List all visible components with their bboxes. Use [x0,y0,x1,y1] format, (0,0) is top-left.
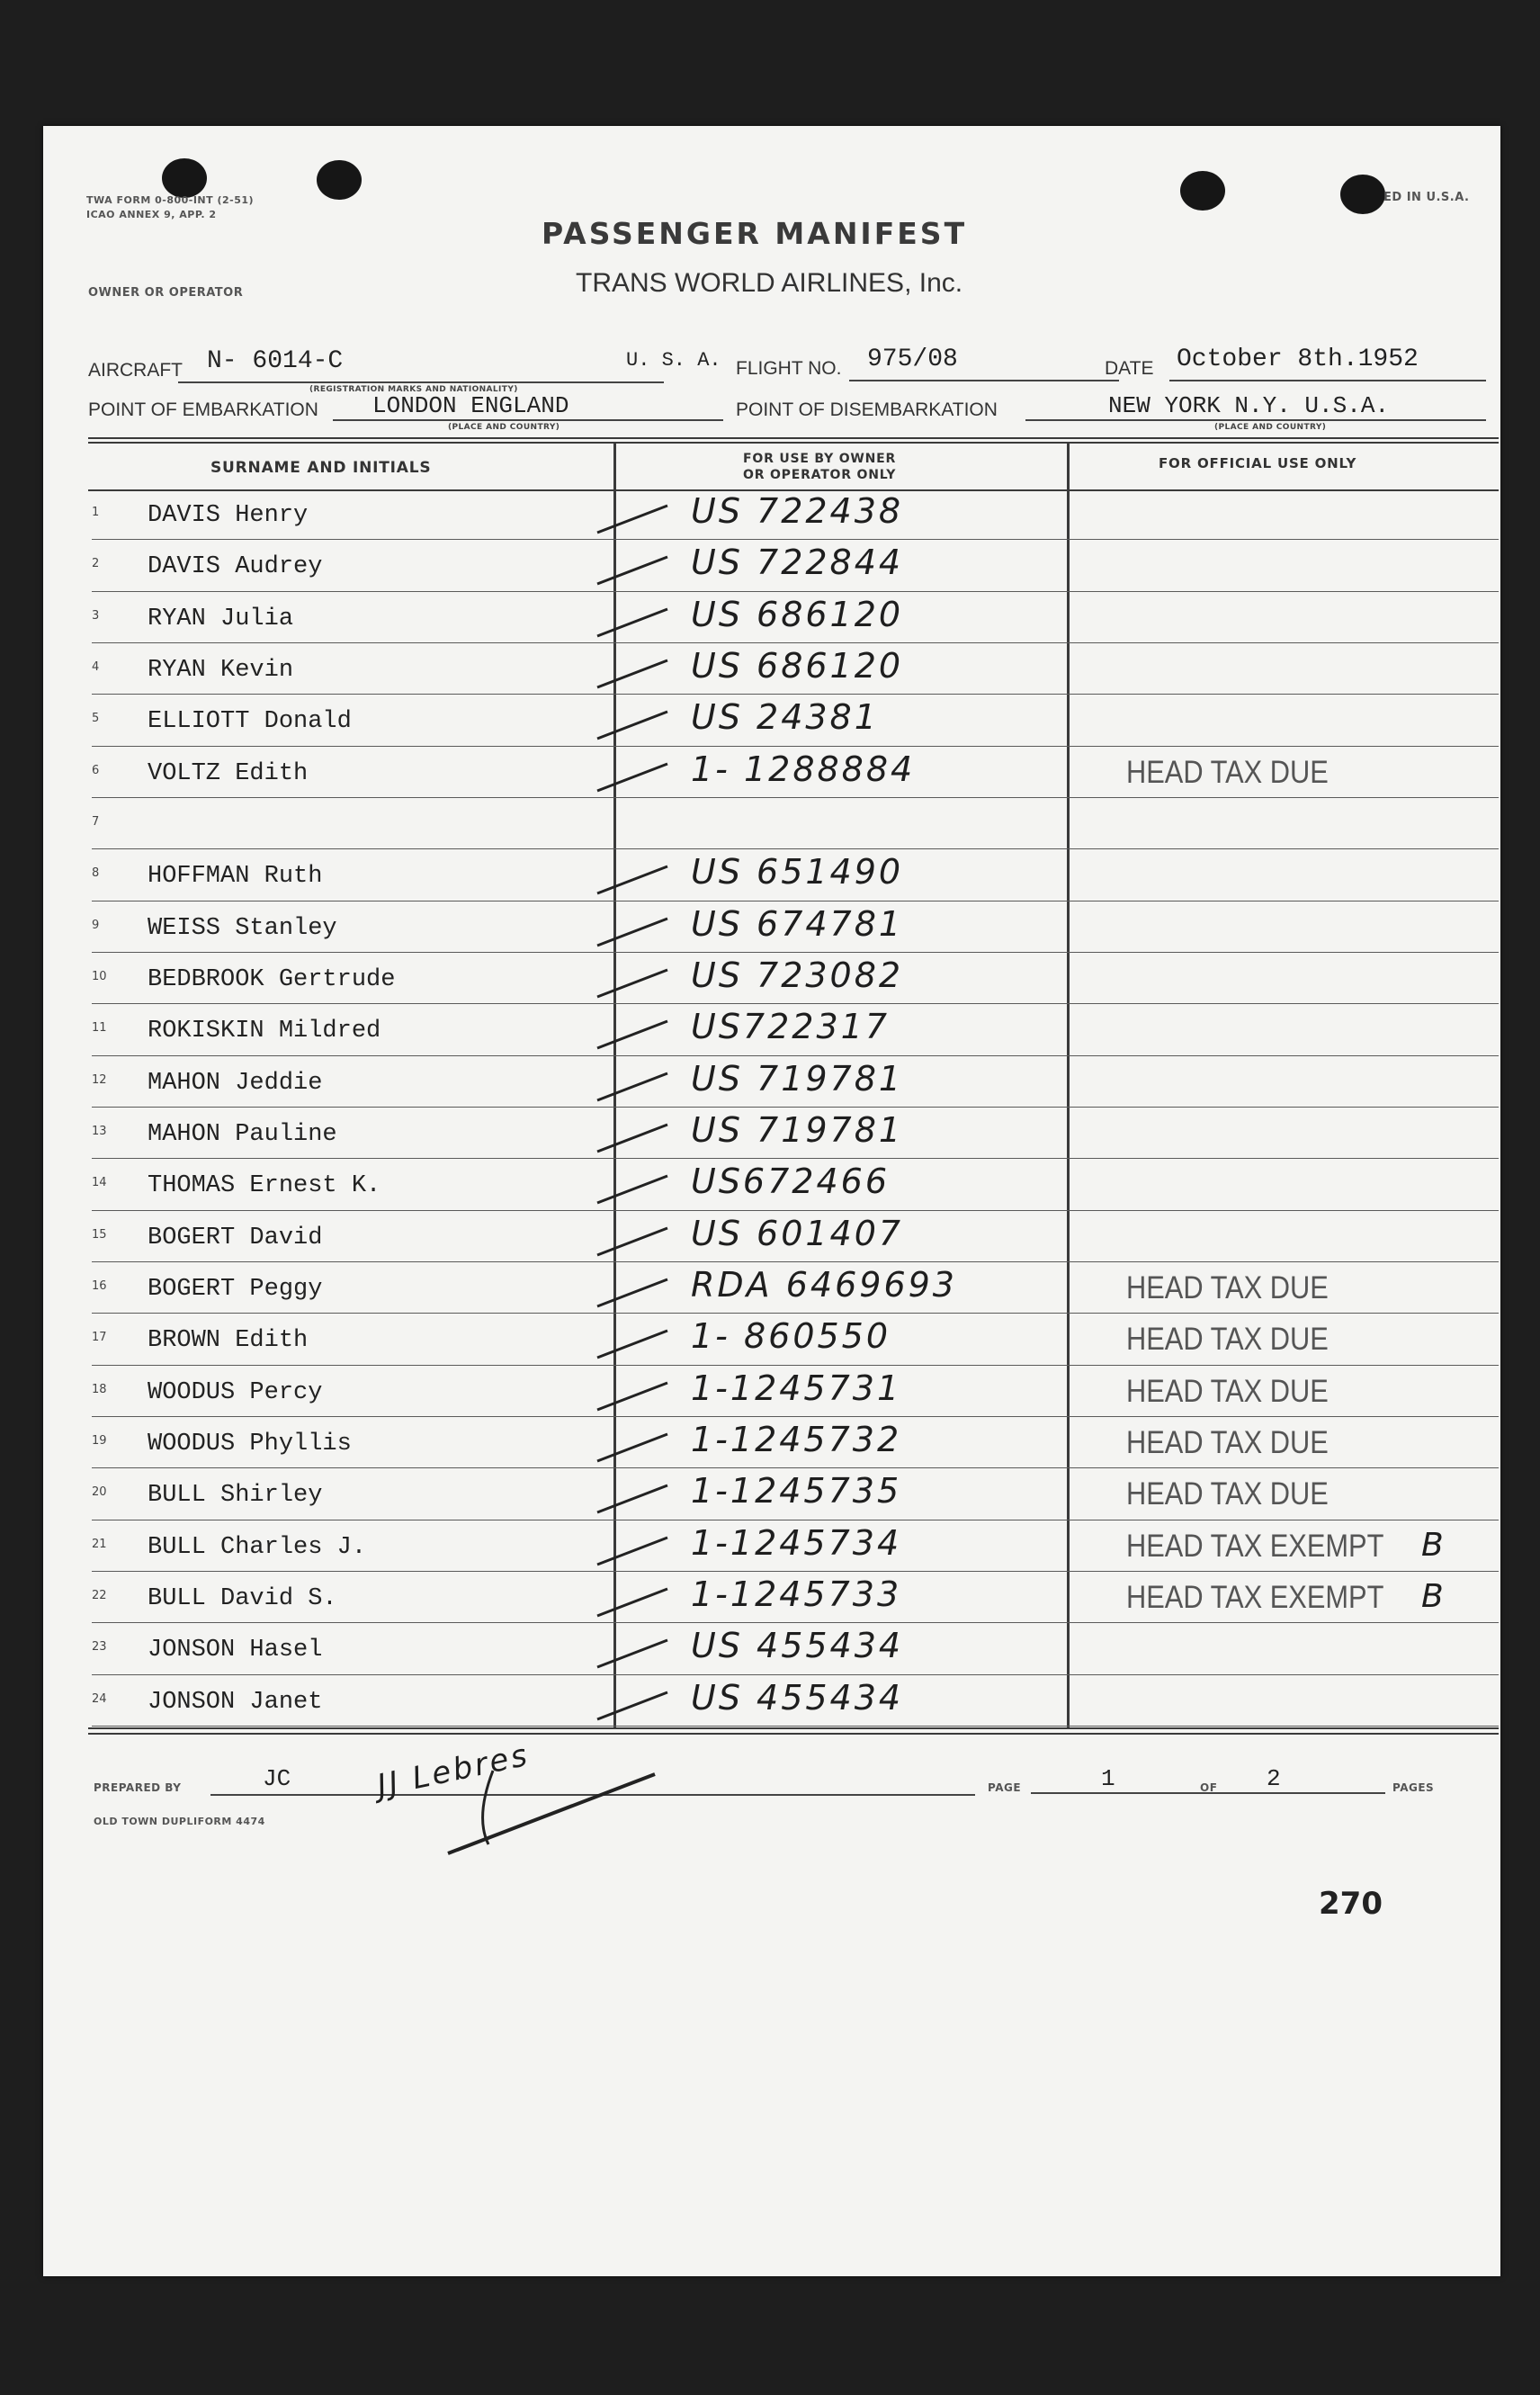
row-number: 16 [92,1278,107,1293]
passenger-row [43,1108,1500,1160]
airline-name: TRANS WORLD AIRLINES, Inc. [576,268,963,298]
check-mark-icon [592,961,673,1006]
passenger-row [43,1367,1500,1418]
official-stamp: HEAD TAX DUE [1126,1424,1329,1460]
passenger-row [43,1057,1500,1108]
passenger-row [43,1573,1500,1624]
row-number: 5 [92,712,100,726]
flight-number: 975/08 [867,345,958,373]
passenger-name: JONSON Janet [148,1688,323,1716]
passenger-name: MAHON Pauline [148,1120,337,1148]
prepared-by: JC [263,1765,291,1792]
row-number: 14 [92,1176,107,1190]
passenger-name: BULL Charles J. [148,1533,367,1561]
form-code: TWA FORM 0-800-INT (2-51) [86,194,255,206]
passenger-row [43,1624,1500,1675]
official-stamp: HEAD TAX DUE [1126,1269,1329,1305]
passenger-name: MAHON Jeddie [148,1069,323,1097]
exempt-mark: B [1421,1577,1446,1615]
passenger-name: RYAN Julia [148,605,294,632]
embarkation-value: LONDON ENGLAND [372,392,569,419]
aircraft-label: AIRCRAFT [88,360,183,381]
passenger-row [43,1263,1500,1314]
punch-hole [1340,175,1385,214]
passport-number: US 455434 [691,1677,904,1718]
passenger-row [43,1314,1500,1366]
passport-number: US722317 [691,1007,890,1047]
check-mark-icon [592,910,673,955]
passenger-name: ROKISKIN Mildred [148,1018,381,1045]
passenger-row [43,748,1500,799]
page-number: 1 [1101,1765,1115,1792]
check-mark-icon [592,1476,673,1521]
sheet-number: 270 [1319,1886,1383,1922]
row-number: 24 [92,1691,107,1706]
passport-number: US 455434 [691,1626,904,1666]
row-number: 19 [92,1433,107,1448]
passenger-row [43,954,1500,1005]
page-label: PAGE [988,1781,1022,1794]
exempt-mark: B [1421,1526,1446,1564]
passenger-row [43,1676,1500,1727]
flight-label: FLIGHT NO. [736,358,842,379]
owner-label: OWNER OR OPERATOR [88,286,244,300]
row-number: 8 [92,866,100,881]
passenger-row [43,1521,1500,1573]
official-stamp: HEAD TAX EXEMPT [1126,1528,1384,1564]
check-mark-icon [592,1064,673,1109]
passport-number: 1-1245735 [691,1471,902,1511]
passport-number: 1-1245733 [691,1574,902,1614]
disembarkation-caption: (PLACE AND COUNTRY) [1214,423,1327,432]
signature-stroke [439,1763,673,1862]
check-mark-icon [592,703,673,748]
official-stamp: HEAD TAX DUE [1126,1373,1329,1409]
passport-number: US 686120 [691,594,904,634]
row-number: 11 [92,1021,107,1036]
passport-number: US 723082 [691,955,904,995]
passport-number: 1-1245731 [691,1368,902,1408]
check-mark-icon [592,1631,673,1676]
row-number: 6 [92,763,100,777]
passport-number: US 722438 [691,491,904,531]
passport-number: US 719781 [691,1109,904,1150]
check-mark-icon [592,1270,673,1315]
passport-number: US 24381 [691,697,879,738]
passenger-name: VOLTZ Edith [148,759,309,787]
passport-number: 1- 1288884 [691,749,916,789]
row-number: 12 [92,1072,107,1087]
row-number: 1 [92,506,100,519]
row-number: 10 [92,969,107,983]
passport-number: US 686120 [691,645,904,686]
nationality: U. S. A. [626,349,721,372]
passenger-name: THOMAS Ernest K. [148,1172,381,1200]
passport-number: US 651490 [691,852,904,893]
official-stamp: HEAD TAX DUE [1126,1322,1329,1358]
row-number: 2 [92,557,100,571]
date-label: DATE [1105,358,1154,379]
passenger-row [43,1160,1500,1211]
check-mark-icon [592,1374,673,1419]
passenger-row [43,799,1500,850]
aircraft-value: N- 6014-C [207,347,344,375]
manifest-page [43,126,1500,2276]
row-number: 3 [92,608,100,623]
passenger-row [43,1212,1500,1263]
passenger-name: HOFFMAN Ruth [148,863,323,891]
passenger-name: BEDBROOK Gertrude [148,965,396,993]
passenger-row [43,644,1500,695]
page-total: 2 [1267,1765,1281,1792]
passenger-row [43,1005,1500,1056]
passenger-row [43,902,1500,954]
passenger-name: BROWN Edith [148,1327,309,1355]
passenger-row [43,850,1500,901]
passenger-row [43,1469,1500,1520]
date-value: October 8th.1952 [1177,345,1419,373]
row-number: 13 [92,1124,107,1138]
passport-number: RDA 6469693 [691,1264,957,1305]
check-mark-icon [592,1219,673,1264]
passenger-row [43,541,1500,592]
row-number: 22 [92,1588,107,1602]
embarkation-caption: (PLACE AND COUNTRY) [448,423,560,432]
passenger-row [43,489,1500,541]
disembarkation-label: POINT OF DISEMBARKATION [736,399,998,420]
passport-number: 1- 860550 [691,1316,891,1357]
signature: JJ Lebres [373,1736,533,1805]
check-mark-icon [592,1012,673,1057]
row-number: 21 [92,1537,107,1551]
row-number: 20 [92,1485,107,1500]
disembarkation-value: NEW YORK N.Y. U.S.A. [1108,392,1390,419]
passenger-name: WOODUS Percy [148,1378,323,1406]
passport-number: US672466 [691,1162,890,1202]
official-stamp: HEAD TAX DUE [1126,1476,1329,1512]
official-stamp: HEAD TAX EXEMPT [1126,1579,1384,1615]
passport-number: US 601407 [691,1213,904,1253]
embarkation-label: POINT OF EMBARKATION [88,399,318,420]
passenger-name: DAVIS Henry [148,502,309,529]
passenger-name: BOGERT David [148,1224,323,1251]
passenger-name: BULL Shirley [148,1482,323,1510]
passport-number: 1-1245732 [691,1419,902,1459]
passenger-name: WEISS Stanley [148,914,337,942]
column-header-owner-use-2: OR OPERATOR ONLY [743,468,897,482]
check-mark-icon [592,1425,673,1470]
pages-label: PAGES [1392,1781,1435,1794]
passenger-name: WOODUS Phyllis [148,1430,352,1458]
passenger-row [43,695,1500,747]
row-number: 18 [92,1382,107,1396]
check-mark-icon [592,600,673,645]
check-mark-icon [592,1167,673,1212]
check-mark-icon [592,755,673,800]
row-number: 15 [92,1227,107,1242]
check-mark-icon [592,857,673,902]
check-mark-icon [592,651,673,696]
passport-number: US 674781 [691,903,904,944]
check-mark-icon [592,1116,673,1161]
passenger-name: ELLIOTT Donald [148,708,352,736]
check-mark-icon [592,1529,673,1574]
passenger-row [43,593,1500,644]
row-number: 17 [92,1331,107,1345]
passenger-name: JONSON Hasel [148,1637,323,1664]
punch-hole [1180,171,1225,211]
passport-number: US 719781 [691,1058,904,1099]
row-number: 4 [92,659,100,674]
registration-caption: (REGISTRATION MARKS AND NATIONALITY) [309,385,518,394]
check-mark-icon [592,497,673,542]
column-header-owner-use: FOR USE BY OWNER [743,452,897,466]
check-mark-icon [592,548,673,593]
check-mark-icon [592,1322,673,1367]
document-title: PASSENGER MANIFEST [542,216,968,251]
official-stamp: HEAD TAX DUE [1126,754,1329,790]
passenger-name: BULL David S. [148,1584,337,1612]
passenger-row [43,1418,1500,1469]
row-number: 7 [92,814,100,829]
column-header-surname: SURNAME AND INITIALS [210,459,432,477]
form-code-annex: ICAO ANNEX 9, APP. 2 [86,209,217,220]
row-number: 23 [92,1640,107,1655]
column-header-official: FOR OFFICIAL USE ONLY [1159,455,1357,471]
check-mark-icon [592,1683,673,1728]
of-label: OF [1200,1781,1218,1794]
passenger-name: DAVIS Audrey [148,553,323,581]
passport-number: US 722844 [691,543,904,583]
printed-in: ED IN U.S.A. [1383,191,1470,204]
punch-hole [317,160,362,200]
printer-label: OLD TOWN DUPLIFORM 4474 [94,1816,265,1827]
passenger-name: RYAN Kevin [148,656,294,684]
passport-number: 1-1245734 [691,1522,902,1563]
punch-hole [162,158,207,198]
row-number: 9 [92,918,100,932]
prepared-label: PREPARED BY [94,1781,182,1794]
check-mark-icon [592,1580,673,1625]
passenger-name: BOGERT Peggy [148,1275,323,1303]
